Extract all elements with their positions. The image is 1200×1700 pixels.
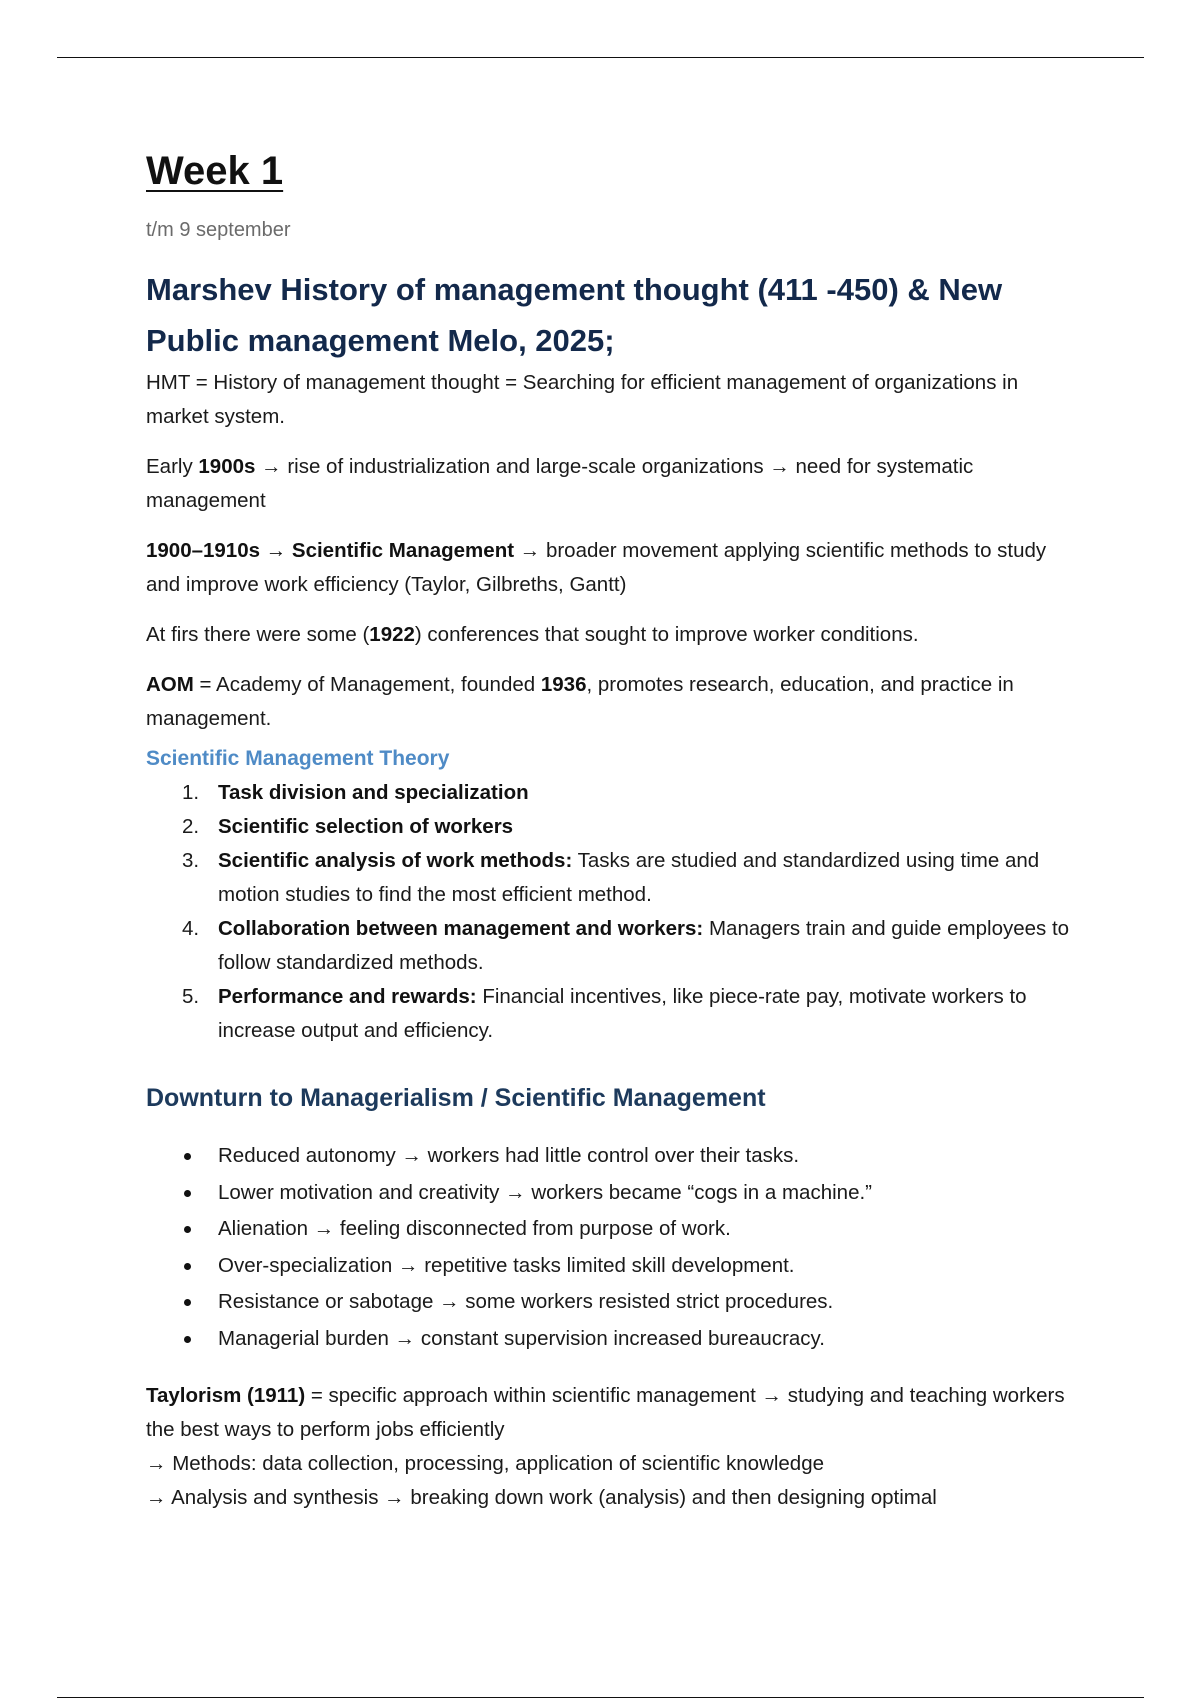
aom-year: 1936	[540, 673, 587, 696]
sm-text: → broader movement applying scientific methods to study and improve work efficiency (Taylor, Gilbreths, Gantt)	[146, 539, 1047, 596]
list-item-title: Task division and specialization	[218, 781, 529, 804]
smt-heading: Scientific Management Theory	[146, 747, 450, 770]
conferences-paragraph	[146, 618, 1076, 652]
bullet-text: Managerial burden → constant supervision increased bureaucracy.	[218, 1326, 825, 1350]
page-title: Week 1	[146, 149, 284, 193]
date-subtitle: t/m 9 september	[146, 219, 291, 241]
aom-paragraph	[146, 668, 1076, 736]
scientific-management-paragraph	[146, 534, 1076, 602]
bullet-item	[146, 1138, 1076, 1175]
list-number: 5.	[182, 985, 200, 1008]
taylorism-text: = specific approach within scientific management → studying and teaching workers the best ways to perform jobs efficiently	[146, 1384, 1065, 1441]
document-page	[146, 140, 1076, 1515]
bullet-icon	[184, 1263, 191, 1270]
bullet-item	[146, 1175, 1076, 1212]
bullet-item	[146, 1321, 1076, 1358]
downturn-bullet-list	[146, 1138, 1076, 1357]
aom-mid: = Academy of Management, founded	[193, 673, 541, 696]
list-number: 4.	[182, 917, 200, 940]
list-item-text: Financial incentives, like piece-rate pay, motivate workers to increase output and efficiency.	[218, 985, 1027, 1042]
early-prefix: Early	[146, 455, 199, 478]
list-item-title: Collaboration between management and workers:	[218, 917, 704, 940]
bullet-text: Resistance or sabotage → some workers resisted strict procedures.	[218, 1290, 834, 1313]
list-item-text: Managers train and guide employees to follow standardized methods.	[218, 917, 1070, 974]
bullet-item	[146, 1211, 1076, 1248]
bullet-text: Reduced autonomy → workers had little control over their tasks.	[218, 1144, 800, 1167]
taylorism-definition	[146, 1379, 1076, 1447]
main-heading: Marshev History of management thought (411 -450) & New Public management Melo, 2025;	[146, 272, 1003, 358]
footer-rule	[57, 1697, 1144, 1698]
smt-numbered-list	[146, 776, 1076, 1048]
bullet-text: Lower motivation and creativity → workers became “cogs in a machine.”	[218, 1180, 872, 1204]
downturn-heading: Downturn to Managerialism / Scientific Management	[146, 1084, 766, 1112]
list-item-title: Scientific selection of workers	[218, 815, 514, 838]
bullet-icon	[184, 1299, 191, 1306]
hmt-paragraph	[146, 366, 1076, 434]
list-item-text: Tasks are studied and standardized using time and motion studies to find the most efficient method.	[218, 849, 1040, 906]
bullet-icon	[184, 1336, 191, 1343]
aom-label: AOM	[146, 673, 194, 696]
list-item-title: Performance and rewards:	[218, 985, 477, 1008]
list-item	[146, 810, 1076, 844]
bullet-item	[146, 1248, 1076, 1285]
list-item-title: Scientific analysis of work methods:	[218, 849, 573, 872]
conf-text: ) conferences that sought to improve worker conditions.	[414, 623, 919, 646]
list-item	[146, 844, 1076, 912]
bullet-text: Over-specialization → repetitive tasks limited skill development.	[218, 1253, 795, 1277]
list-item	[146, 980, 1076, 1048]
bullet-text: Alienation → feeling disconnected from purpose of work.	[218, 1217, 731, 1240]
hmt-text: HMT = History of management thought = Searching for efficient management of organizations in market system.	[146, 371, 1019, 428]
list-number: 3.	[182, 849, 200, 872]
header-rule	[57, 57, 1144, 58]
bullet-icon	[184, 1153, 191, 1160]
bullet-icon	[184, 1226, 191, 1233]
conf-prefix: At firs there were some (	[146, 623, 370, 646]
conf-year: 1922	[369, 623, 415, 646]
early-text: → rise of industrialization and large-scale organizations → need for systematic management	[146, 455, 974, 512]
taylorism-label: Taylorism (1911)	[146, 1384, 306, 1407]
list-item	[146, 912, 1076, 980]
sm-label: 1900–1910s → Scientific Management	[146, 539, 515, 562]
taylorism-methods: → Methods: data collection, processing, application of scientific knowledge	[146, 1452, 825, 1475]
early-1900s-paragraph	[146, 450, 1076, 518]
list-item	[146, 776, 1076, 810]
bullet-icon	[184, 1190, 191, 1197]
aom-text: , promotes research, education, and practice in management.	[146, 673, 1014, 730]
list-number: 1.	[182, 781, 200, 804]
taylorism-paragraph	[146, 1379, 1076, 1515]
taylorism-analysis: → Analysis and synthesis → breaking down work (analysis) and then designing optimal	[146, 1486, 937, 1509]
list-number: 2.	[182, 815, 200, 838]
early-year: 1900s	[198, 455, 256, 478]
bullet-item	[146, 1284, 1076, 1321]
